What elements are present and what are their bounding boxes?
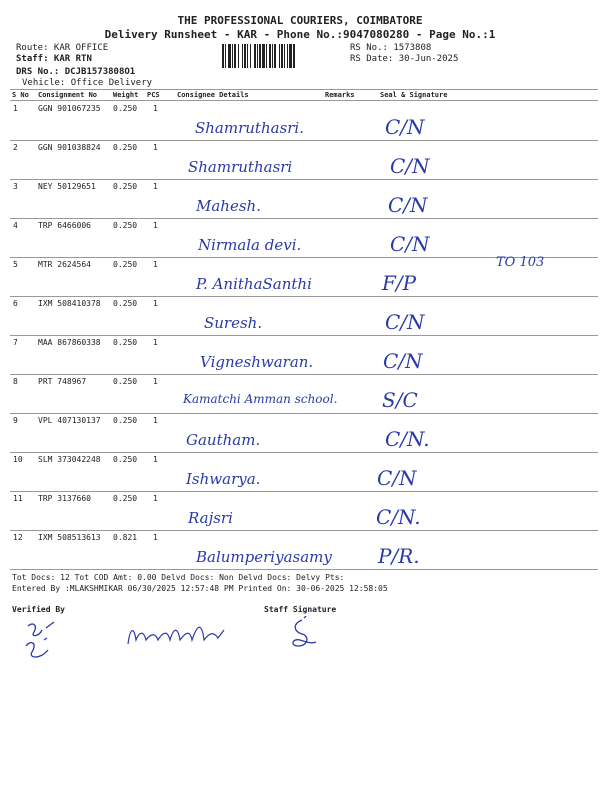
row-sno: 5: [13, 260, 18, 269]
vehicle-label: Vehicle: Office Delivery: [22, 78, 153, 88]
barcode-icon: [222, 44, 340, 68]
staff-label: Staff: KAR RTN: [16, 54, 92, 64]
row-status-mark: C/N: [383, 349, 423, 373]
barcode-bar: [222, 44, 224, 68]
col-sno: S No: [12, 91, 29, 99]
table-top-border: [10, 89, 598, 90]
row-consignment-no: TRP 6466006: [38, 221, 91, 230]
row-consignee-signature: Mahesh.: [196, 197, 261, 215]
staff-signature-icon: [282, 616, 322, 652]
row-divider: [10, 296, 598, 297]
col-weight: Weight: [113, 91, 139, 99]
table-header-border: [10, 100, 598, 101]
row-divider: [10, 140, 598, 141]
row-weight: 0.250: [113, 455, 138, 464]
row-consignment-no: IXM 508410378: [38, 299, 101, 308]
col-consignee: Consignee Details: [177, 91, 249, 99]
row-pcs: 1: [153, 533, 158, 542]
row-remark-note: TO 103: [496, 255, 545, 270]
route-label: Route: KAR OFFICE: [16, 43, 109, 53]
row-status-mark: C/N: [390, 232, 430, 256]
entered-by-line: Entered By :MLAKSHMIKAR 06/30/2025 12:57:48 PM Printed On: 30-06-2025 12:58:05: [12, 584, 388, 593]
row-consignee-signature: Shamruthasri.: [195, 119, 304, 137]
barcode-bar: [254, 44, 256, 68]
barcode-bar: [279, 44, 280, 68]
barcode-bar: [272, 44, 273, 68]
row-sno: 11: [13, 494, 23, 503]
row-consignee-signature: Kamatchi Amman school.: [183, 392, 338, 406]
row-consignee-signature: Balumperiyasamy: [196, 548, 332, 566]
row-divider: [10, 179, 598, 180]
row-weight: 0.821: [113, 533, 138, 542]
row-status-mark: C/N: [388, 193, 428, 217]
row-status-mark: C/N.: [376, 505, 421, 529]
row-consignment-no: TRP 3137660: [38, 494, 91, 503]
row-sno: 3: [13, 182, 18, 191]
row-consignee-signature: Rajsri: [188, 509, 233, 527]
row-pcs: 1: [153, 455, 158, 464]
barcode-bar: [266, 44, 267, 68]
row-sno: 9: [13, 416, 18, 425]
row-sno: 7: [13, 338, 18, 347]
barcode-bar: [225, 44, 226, 68]
verified-by-label: Verified By: [12, 605, 65, 614]
row-consignment-no: VPL 407130137: [38, 416, 101, 425]
row-pcs: 1: [153, 182, 158, 191]
row-status-mark: C/N: [385, 115, 425, 139]
barcode-bar: [269, 44, 271, 68]
row-sno: 6: [13, 299, 18, 308]
barcode-bar: [293, 44, 295, 68]
barcode-bar: [274, 44, 276, 68]
barcode-bar: [234, 44, 236, 68]
row-status-mark: F/P: [382, 271, 417, 295]
row-sno: 1: [13, 104, 18, 113]
drs-number: DRS No.: DCJB1573808O1: [16, 67, 136, 77]
row-consignment-no: GGN 901038824: [38, 143, 101, 152]
company-title: THE PROFESSIONAL COURIERS, COIMBATORE: [177, 14, 423, 27]
barcode-bar: [281, 44, 283, 68]
row-divider: [10, 491, 598, 492]
row-divider: [10, 452, 598, 453]
row-divider: [10, 335, 598, 336]
rs-number: RS No.: 1573808: [350, 43, 432, 53]
totals-line: Tot Docs: 12 Tot COD Amt: 0.00 Delvd Docs: Non Delvd Docs: Delvy Pts:: [12, 573, 345, 582]
barcode-bar: [284, 44, 285, 68]
row-status-mark: C/N.: [385, 427, 430, 451]
row-sno: 10: [13, 455, 23, 464]
row-sno: 2: [13, 143, 18, 152]
row-weight: 0.250: [113, 143, 138, 152]
row-weight: 0.250: [113, 494, 138, 503]
barcode-bar: [244, 44, 246, 68]
row-consignee-signature: Suresh.: [204, 314, 263, 332]
row-consignment-no: IXM 508513613: [38, 533, 101, 542]
row-consignee-signature: P. AnithaSanthi: [196, 275, 312, 293]
row-divider: [10, 374, 598, 375]
row-pcs: 1: [153, 221, 158, 230]
row-divider: [10, 413, 598, 414]
row-status-mark: P/R.: [378, 544, 420, 568]
col-remarks: Remarks: [325, 91, 355, 99]
row-consignee-signature: Vigneshwaran.: [200, 353, 314, 371]
staff-signature-label: Staff Signature: [264, 605, 337, 614]
row-weight: 0.250: [113, 416, 138, 425]
row-consignee-signature: Gautham.: [186, 431, 261, 449]
row-pcs: 1: [153, 143, 158, 152]
row-sno: 4: [13, 221, 18, 230]
row-weight: 0.250: [113, 260, 138, 269]
row-pcs: 1: [153, 299, 158, 308]
row-status-mark: C/N: [390, 154, 430, 178]
row-weight: 0.250: [113, 299, 138, 308]
barcode-bar: [262, 44, 265, 68]
row-pcs: 1: [153, 104, 158, 113]
runsheet-subtitle: Delivery Runsheet - KAR - Phone No.:9047080280 - Page No.:1: [104, 28, 496, 41]
row-consignment-no: NEY 50129651: [38, 182, 96, 191]
row-pcs: 1: [153, 260, 158, 269]
row-consignment-no: PRT 748967: [38, 377, 87, 386]
col-consignment: Consignment No: [38, 91, 98, 99]
row-sno: 8: [13, 377, 18, 386]
row-divider: [10, 530, 598, 531]
row-consignment-no: MTR 2624564: [38, 260, 91, 269]
row-consignee-signature: Nirmala devi.: [198, 236, 302, 254]
row-weight: 0.250: [113, 104, 138, 113]
rs-date: RS Date: 30-Jun-2025: [350, 54, 459, 64]
barcode-bar: [232, 44, 233, 68]
row-consignment-no: GGN 901067235: [38, 104, 101, 113]
row-weight: 0.250: [113, 182, 138, 191]
barcode-bar: [242, 44, 243, 68]
col-seal: Seal & Signature: [380, 91, 448, 99]
barcode-bar: [247, 44, 248, 68]
row-consignment-no: SLM 373042248: [38, 455, 101, 464]
row-status-mark: C/N: [377, 466, 417, 490]
col-pcs: PCS: [147, 91, 160, 99]
barcode-bar: [250, 44, 251, 68]
row-status-mark: C/N: [385, 310, 425, 334]
row-consignee-signature: Shamruthasri: [188, 158, 293, 176]
row-weight: 0.250: [113, 377, 138, 386]
row-sno: 12: [13, 533, 23, 542]
barcode-bar: [228, 44, 231, 68]
row-pcs: 1: [153, 377, 158, 386]
barcode-bar: [259, 44, 261, 68]
row-pcs: 1: [153, 338, 158, 347]
barcode-bar: [238, 44, 239, 68]
row-consignment-no: MAA 867860338: [38, 338, 101, 347]
row-pcs: 1: [153, 416, 158, 425]
verifier-signature-icon: [18, 618, 68, 668]
row-divider: [10, 218, 598, 219]
row-weight: 0.250: [113, 221, 138, 230]
row-status-mark: S/C: [382, 388, 418, 412]
barcode-bar: [257, 44, 258, 68]
row-weight: 0.250: [113, 338, 138, 347]
barcode-bar: [287, 44, 288, 68]
row-pcs: 1: [153, 494, 158, 503]
row-consignee-signature: Ishwarya.: [186, 470, 261, 488]
entry-signature-icon: [124, 618, 234, 650]
row-divider: [10, 569, 598, 570]
barcode-bar: [289, 44, 292, 68]
